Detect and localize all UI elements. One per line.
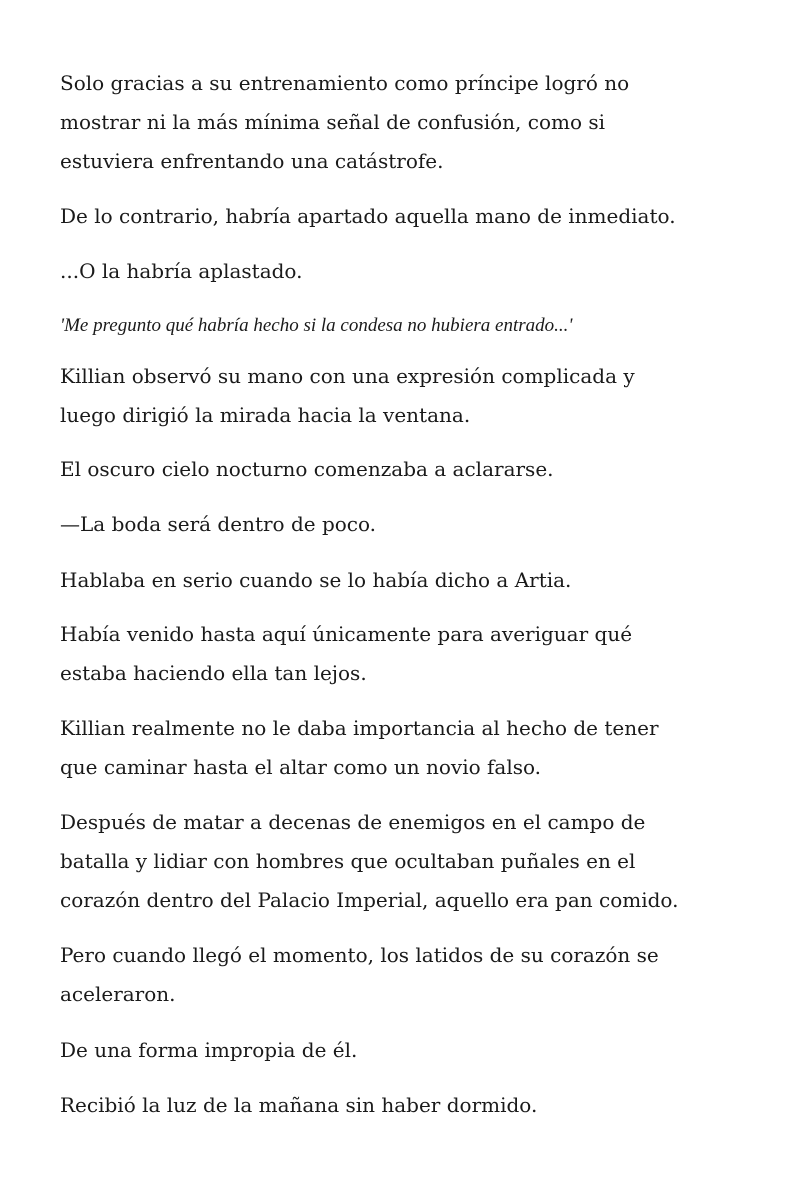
- text-line: mostrar ni la más mínima señal de confusión, como si: [60, 110, 606, 134]
- paragraph-14: [60, 1086, 750, 1125]
- text-line: Recibió la luz de la mañana sin haber dormido.: [60, 1093, 538, 1117]
- text-line: Killian observó su mano con una expresión complicada y: [60, 364, 635, 388]
- paragraph-10: [60, 709, 750, 787]
- text-line: —La boda será dentro de poco.: [60, 512, 377, 536]
- text-line: De lo contrario, habría apartado aquella mano de inmediato.: [60, 204, 676, 228]
- text-line: Después de matar a decenas de enemigos en el campo de: [60, 810, 646, 834]
- paragraph-13: [60, 1031, 750, 1070]
- text-line: luego dirigió la mirada hacia la ventana.: [60, 403, 471, 427]
- paragraph-6: [60, 450, 750, 489]
- paragraph-9: [60, 615, 750, 693]
- text-line: De una forma impropia de él.: [60, 1038, 358, 1062]
- text-line: estuviera enfrentando una catástrofe.: [60, 149, 444, 173]
- text-line: ...O la habría aplastado.: [60, 259, 303, 283]
- paragraph-7: [60, 505, 750, 544]
- text-line: El oscuro cielo nocturno comenzaba a aclararse.: [60, 457, 554, 481]
- paragraph-4-inner-thought: [60, 306, 750, 345]
- text-line: Hablaba en serio cuando se lo había dicho a Artia.: [60, 568, 572, 592]
- paragraph-5: [60, 357, 750, 435]
- text-line: que caminar hasta el altar como un novio falso.: [60, 755, 542, 779]
- paragraph-12: [60, 936, 750, 1014]
- paragraph-8: [60, 561, 750, 600]
- text-line: corazón dentro del Palacio Imperial, aquello era pan comido.: [60, 888, 679, 912]
- paragraph-3: [60, 252, 750, 291]
- text-line: aceleraron.: [60, 982, 176, 1006]
- text-line: Killian realmente no le daba importancia al hecho de tener: [60, 716, 659, 740]
- paragraph-1: [60, 64, 750, 181]
- text-line: Solo gracias a su entrenamiento como príncipe logró no: [60, 71, 630, 95]
- paragraph-11: [60, 803, 750, 920]
- text-line: 'Me pregunto qué habría hecho si la condesa no hubiera entrado...': [60, 315, 573, 336]
- text-line: estaba haciendo ella tan lejos.: [60, 661, 367, 685]
- text-line: batalla y lidiar con hombres que ocultaban puñales en el: [60, 849, 636, 873]
- text-line: Había venido hasta aquí únicamente para averiguar qué: [60, 622, 633, 646]
- paragraph-2: [60, 197, 750, 236]
- text-line: Pero cuando llegó el momento, los latidos de su corazón se: [60, 943, 659, 967]
